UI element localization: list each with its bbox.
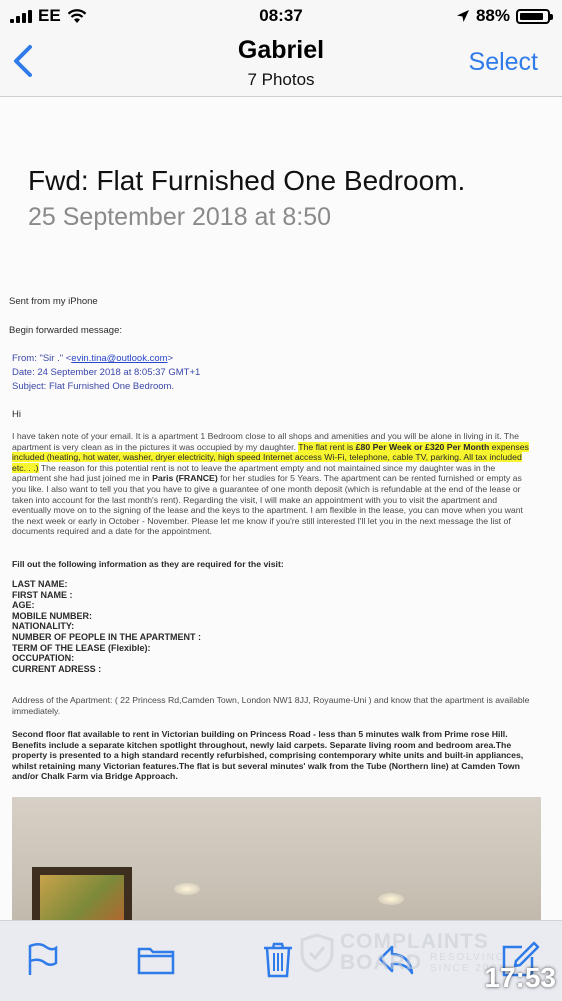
- status-bar: [0, 0, 562, 32]
- rent-expenses: expenses included (heating, hot water, washer, dryer electricity, high speed Internet access Wi-Fi, telephone, cable TV, parking. All tax included etc. . .): [12, 441, 529, 473]
- greeting: Hi: [12, 409, 21, 420]
- album-title: Gabriel: [237, 36, 325, 64]
- email-date: 25 September 2018 at 8:50: [28, 203, 332, 231]
- select-button[interactable]: Select: [468, 48, 538, 76]
- shield-logo-icon: [300, 933, 334, 973]
- watermark-line3: RESOLVING: [430, 952, 506, 963]
- trash-icon[interactable]: [258, 939, 298, 979]
- field-label: LAST NAME:: [12, 579, 68, 589]
- paris-text: Paris (FRANCE): [152, 473, 218, 484]
- field-label: AGE:: [12, 600, 35, 611]
- paragraph-text: I have taken note of your email. It is a apartment 1 Bedroom close to all shops and amenities and you will be alone in living in it. The apartment is very clean as in the pictures it was occupied by my daughter.: [12, 431, 519, 452]
- field-label: NUMBER OF PEOPLE IN THE APARTMENT :: [12, 631, 201, 642]
- email-subject: Fwd: Flat Furnished One Bedroom.: [28, 165, 466, 196]
- battery-icon: [516, 9, 550, 24]
- begin-forwarded-line: Begin forwarded message:: [9, 325, 123, 336]
- from-label: From:: [12, 353, 37, 364]
- wall-light: [378, 893, 404, 905]
- from-name: "Sir ." <: [39, 353, 72, 364]
- location-arrow-icon: [456, 9, 470, 23]
- watermark-line1: COMPLAINTS: [340, 930, 489, 953]
- navigation-bar: [0, 32, 562, 97]
- from-email-link[interactable]: evin.tina@outlook.com: [71, 353, 168, 364]
- complaints-board-watermark: [300, 932, 506, 974]
- from-end: >: [167, 353, 174, 364]
- rent-text: The flat rent is: [298, 441, 356, 452]
- address-paragraph: Address of the Apartment: ( 22 Princess Rd,Camden Town, London NW1 8JJ, Royaume-Uni ) and know that the apartment is available immediately.: [12, 695, 530, 716]
- field-label: TERM OF THE LEASE (Flexible):: [12, 642, 151, 653]
- carrier-label: EE: [38, 6, 61, 25]
- apartment-photo: [12, 797, 541, 920]
- required-fields-list: [12, 579, 201, 674]
- field-label: OCCUPATION:: [12, 653, 75, 664]
- fill-out-heading: Fill out the following information as they are required for the visit:: [12, 559, 284, 569]
- email-paragraph: [12, 431, 532, 537]
- description-paragraph: Second floor flat available to rent in Victorian building on Princess Road - less than 5 minutes walk from Prime rose Hill. Benefits include a separate kitchen spotlight throughout, newly laid carpets. Separate living room and bedroom area.The property is presented to a high standard recently refurbished, comprising contemporary white units and built-in appliances, whilst retaining many Victorian features.The flat is but several minutes' walk from the Tube (Northern line) at Camden Town and/or Chalk Farm via Bridge Approach.: [12, 729, 524, 782]
- rent-amount: £80 Per Week or £320 Per Month: [355, 441, 490, 452]
- photo-count: 7 Photos: [247, 70, 315, 89]
- status-time: 08:37: [259, 6, 303, 25]
- video-timestamp: 17:53: [484, 962, 556, 993]
- subject-line: Subject: Flat Furnished One Bedroom.: [12, 381, 175, 392]
- folder-icon[interactable]: [136, 939, 176, 979]
- photo-viewer[interactable]: [0, 97, 562, 920]
- date-line: Date: 24 September 2018 at 8:05:37 GMT+1: [12, 367, 201, 378]
- email-screenshot: [0, 97, 562, 920]
- battery-percent: 88%: [475, 6, 510, 25]
- field-label: MOBILE NUMBER:: [12, 610, 92, 621]
- watermark-line2: BOARD: [340, 951, 422, 974]
- field-label: CURRENT ADRESS :: [12, 663, 102, 674]
- from-line: [12, 353, 173, 364]
- field-label: NATIONALITY:: [12, 621, 75, 632]
- wall-painting: [32, 867, 132, 920]
- field-label: FIRST NAME :: [12, 589, 73, 600]
- wall-light: [174, 883, 200, 895]
- sent-from-line: Sent from my iPhone: [9, 296, 98, 307]
- watermark-line4: SINCE 2001: [430, 963, 506, 974]
- flag-icon[interactable]: [22, 939, 62, 979]
- paragraph-text: for her studies for 5 Years. The apartment can be rented furnished or empty as you like. I also want to tell you that you have to give a guarantee of one month deposit (which is refundable at the end of the lease or taken into account for the last month's rent). Regarding the visit, I will make an appointment with you to visit the apartment and eventually move on to the signing of the lease and the keys to the apartment. I am flexible in the lease, you can move when you want the next week or early in October - November. Please let me know if you're still interested I'll let you in the next message the list of documents required and a date for the appointment.: [12, 473, 523, 537]
- paragraph-text: The reason for this potential rent is not to leave the apartment empty and not maintained since my daughter was in the apartment she had just joined me in: [12, 462, 496, 484]
